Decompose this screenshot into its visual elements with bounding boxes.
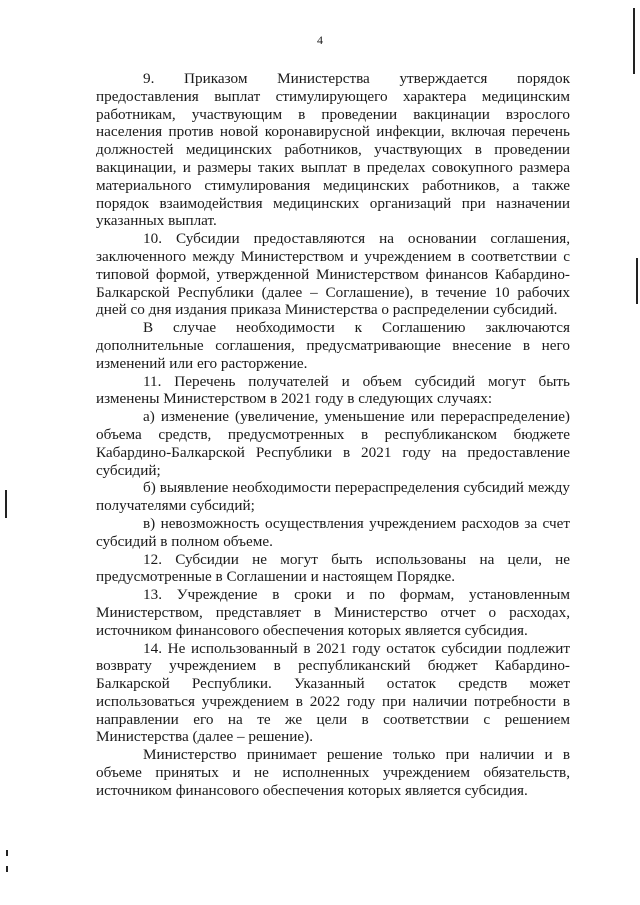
paragraph-13: 13. Учреждение в сроки и по формам, установленным Министерством, представляет в Министерство отчет о расходах, источником финансового обеспечения которых является субсидия. (96, 586, 570, 639)
scan-mark-bottom-left-2 (6, 866, 8, 872)
paragraph-10-addendum: В случае необходимости к Соглашению заключаются дополнительные соглашения, предусматривающие внесение в него изменений или его расторжение. (96, 319, 570, 372)
paragraph-14: 14. Не использованный в 2021 году остаток субсидии подлежит возврату учреждением в республиканский бюджет Кабардино-Балкарской Республики. Указанный остаток средств может использоваться учреждением в 2022 году при наличии потребности в направлении его на те же цели в соответствии с решением Министерства (далее – решение). (96, 639, 570, 746)
paragraph-10: 10. Субсидии предоставляются на основании соглашения, заключенного между Министерством и учреждением в соответствии с типовой формой, утвержденной Министерством финансов Кабардино-Балкарской Республики (далее – Соглашение), в течение 10 рабочих дней со дня издания приказа Министерства о распределении субсидий. (96, 230, 570, 319)
document-body (96, 70, 570, 800)
paragraph-14-decision: Министерство принимает решение только при наличии и в объеме принятых и не исполненных учреждением обязательств, источником финансового обеспечения которых является субсидия. (96, 746, 570, 799)
paragraph-11-item-b: б) выявление необходимости перераспределения субсидий между получателями субсидий; (96, 479, 570, 515)
scan-mark-bottom-left-1 (6, 850, 8, 856)
paragraph-11-item-a: а) изменение (увеличение, уменьшение или перераспределение) объема средств, предусмотренных в республиканском бюджете Кабардино-Балкарской Республики в 2021 году на предоставление субсидий; (96, 408, 570, 479)
paragraph-12: 12. Субсидии не могут быть использованы на цели, не предусмотренные в Соглашении и настоящем Порядке. (96, 550, 570, 586)
paragraph-11-item-c: в) невозможность осуществления учреждением расходов за счет субсидий в полном объеме. (96, 514, 570, 550)
page-number: 4 (317, 33, 323, 47)
scan-mark-left (5, 490, 7, 518)
scan-mark-top-right (633, 8, 635, 74)
paragraph-11: 11. Перечень получателей и объем субсидий могут быть изменены Министерством в 2021 году в следующих случаях: (96, 372, 570, 408)
paragraph-9: 9. Приказом Министерства утверждается порядок предоставления выплат стимулирующего характера медицинским работникам, участвующим в проведении вакцинации взрослого населения против новой коронавирусной инфекции, включая перечень должностей медицинских работников, участвующих в проведении вакцинации, и размеры таких выплат в пределах совокупного размера материального стимулирования медицинских работников, а также порядок взаимодействия медицинских организаций при назначении указанных выплат. (96, 70, 570, 230)
scan-mark-right (636, 258, 638, 304)
